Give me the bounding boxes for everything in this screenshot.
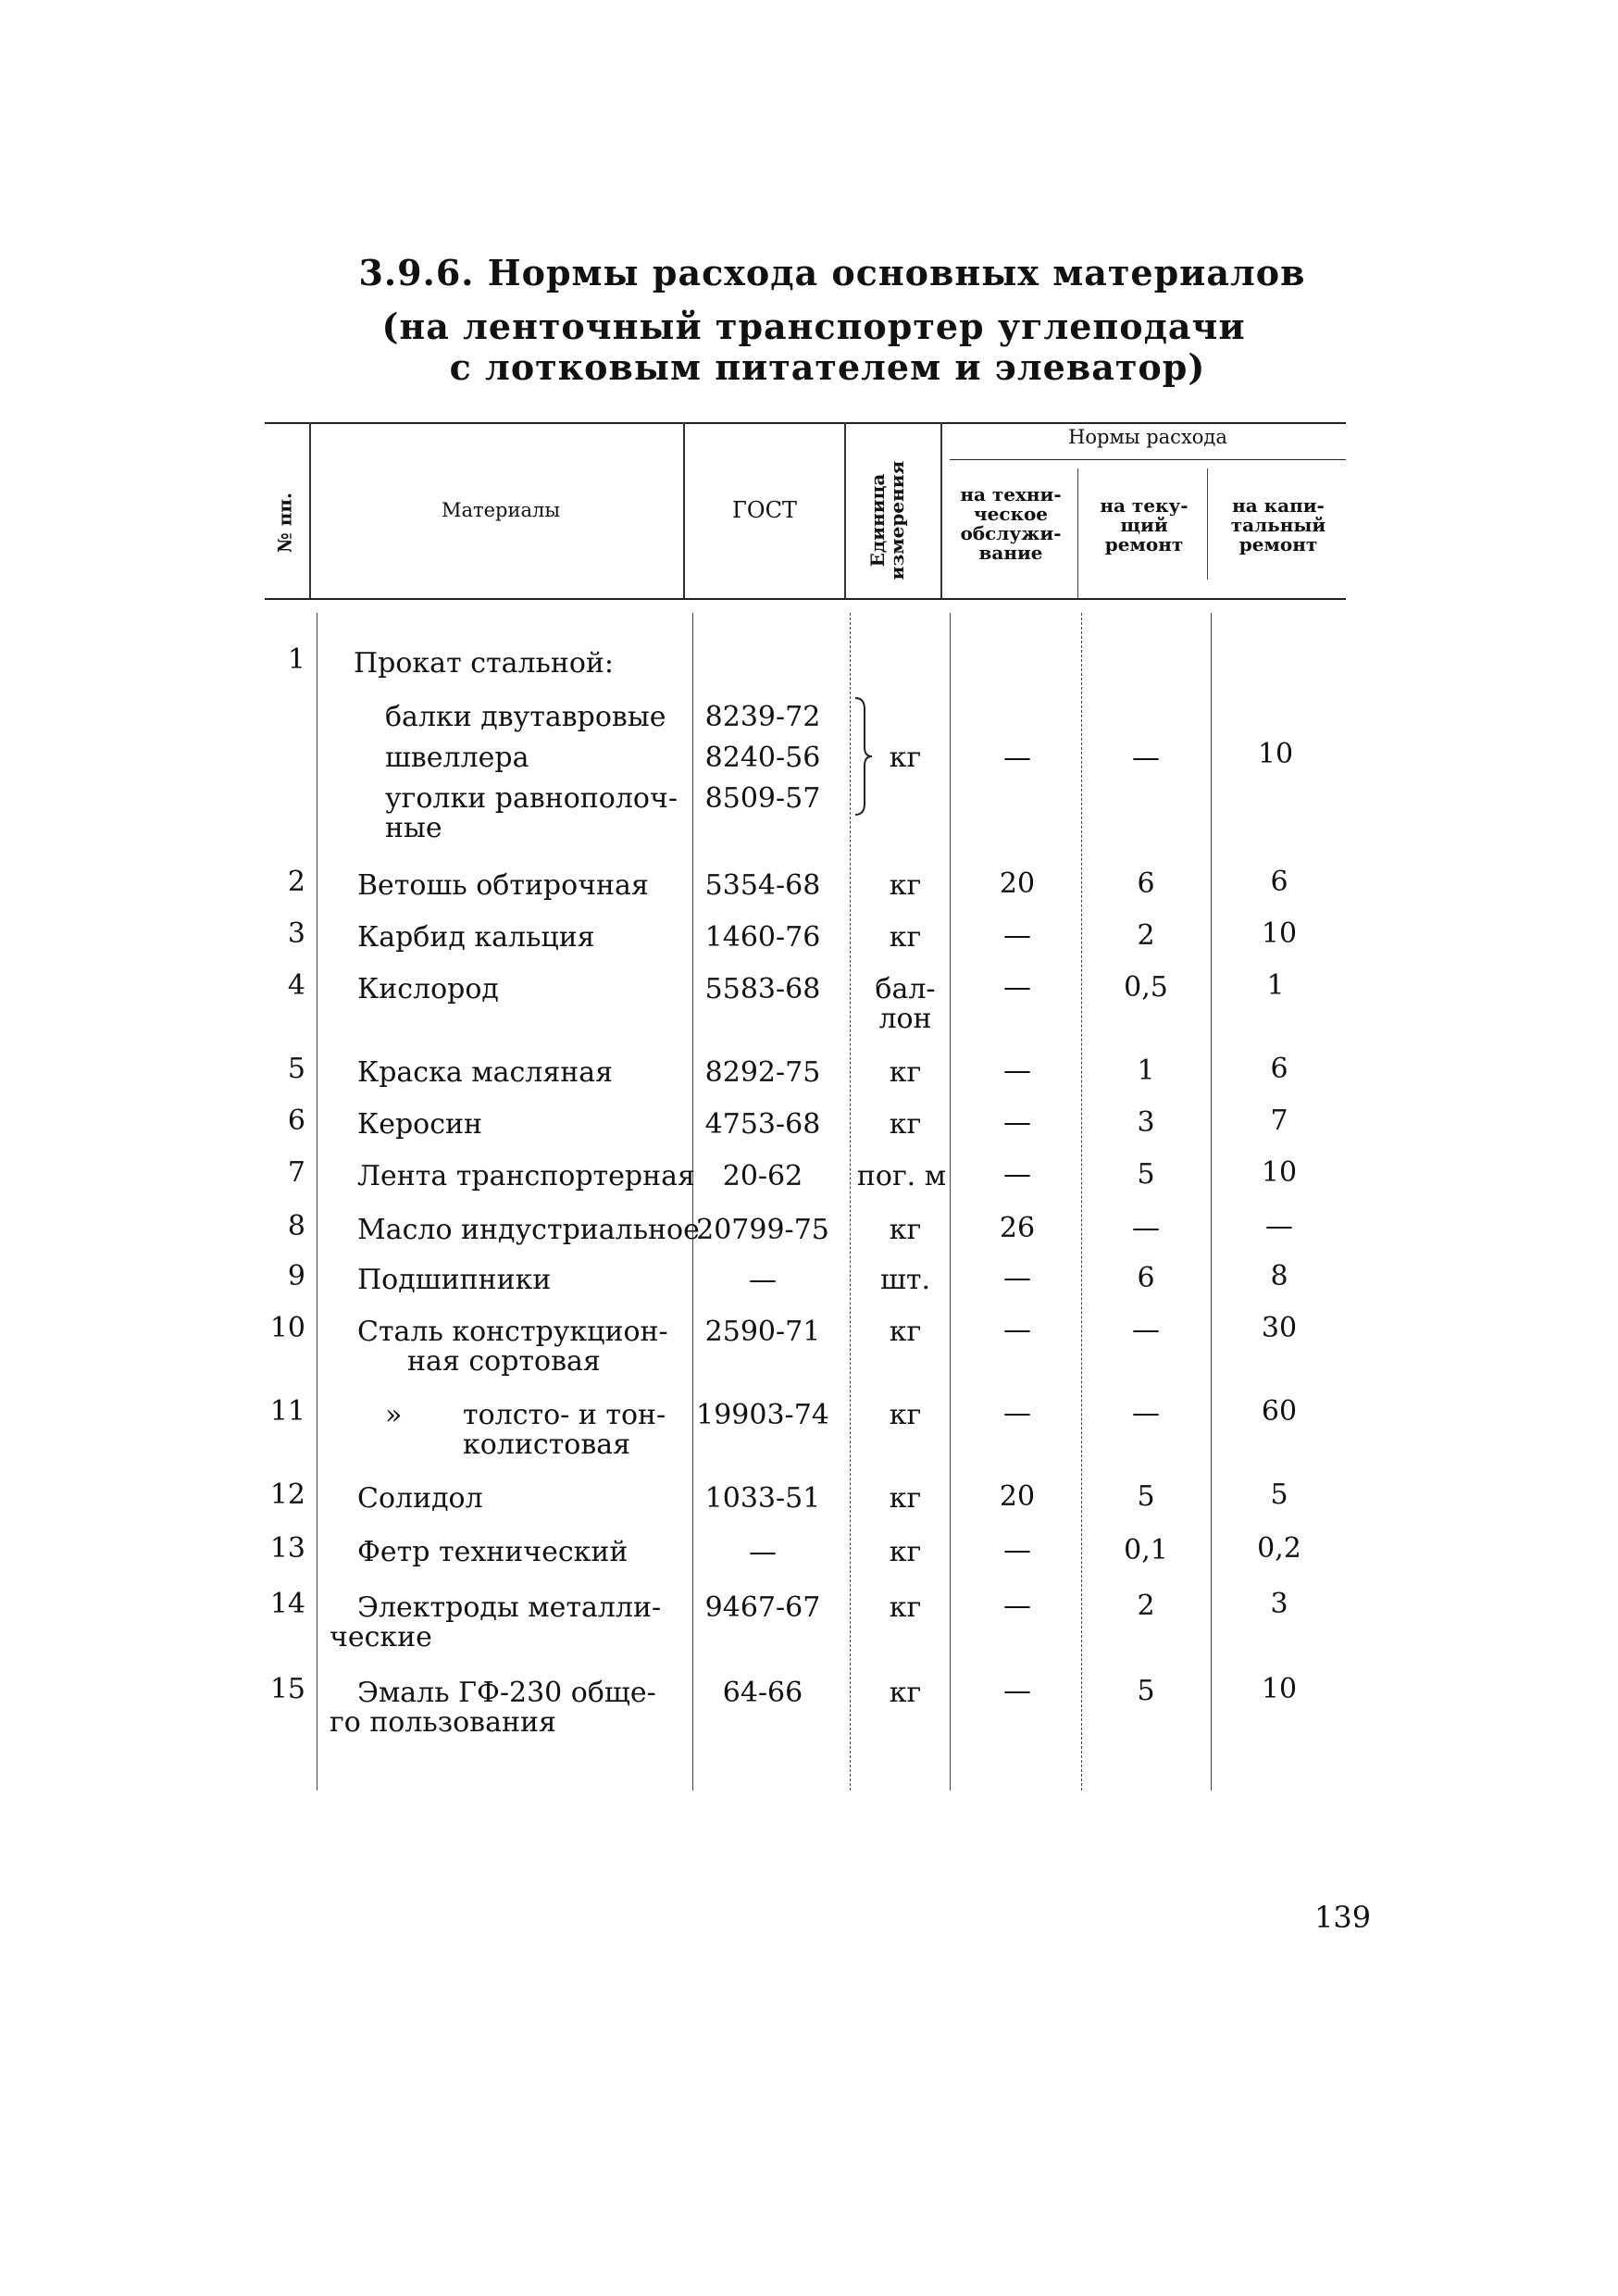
header-maintenance	[944, 485, 1077, 563]
row-material: Прокат стальной:	[354, 647, 615, 680]
row-norm-current: 0,1	[1124, 1534, 1168, 1566]
row-material-continued: колистовая	[463, 1429, 631, 1461]
row-number: 6	[287, 1104, 305, 1137]
row-gost: 8509-57	[704, 782, 821, 815]
row-number: 9	[287, 1260, 305, 1292]
row-norm-current: 1	[1137, 1054, 1155, 1087]
row-norm-current: 0,5	[1124, 971, 1168, 1004]
row-material: Ветошь обтирочная	[357, 869, 649, 902]
header-unit	[868, 460, 909, 580]
section-subtitle-line-1: (на ленточный транспортер углеподачи	[381, 306, 1246, 347]
row-norm-current: 2	[1137, 919, 1155, 952]
row-material-ditto: »	[385, 1399, 403, 1431]
row-norm-current: —	[1132, 742, 1160, 774]
row-norm-maintenance: —	[1003, 1314, 1031, 1346]
row-number: 4	[287, 969, 305, 1002]
header-current-repair-line: щий	[1120, 514, 1168, 536]
row-norm-maintenance: —	[1003, 742, 1031, 774]
row-material: Солидол	[357, 1482, 483, 1515]
row-gost: 8239-72	[704, 701, 821, 733]
row-norm-capital: 10	[1261, 1156, 1298, 1189]
row-material: Карбид кальция	[357, 921, 595, 954]
row-norm-maintenance: —	[1003, 1158, 1031, 1191]
row-norm-maintenance: —	[1003, 1054, 1031, 1087]
row-norm-current: —	[1132, 1397, 1160, 1429]
row-unit: кг	[889, 1108, 922, 1141]
row-material-continued: го пользования	[330, 1706, 556, 1739]
row-number: 2	[287, 866, 305, 898]
row-material: Керосин	[357, 1108, 483, 1141]
row-gost: —	[749, 1264, 777, 1296]
row-norm-current: 5	[1137, 1675, 1155, 1707]
row-unit: кг	[889, 1482, 922, 1515]
row-material-continued: ческие	[330, 1621, 432, 1653]
row-unit: шт.	[879, 1264, 931, 1296]
row-submaterial: уголки равнополоч-	[385, 782, 678, 815]
row-norm-current: 3	[1137, 1106, 1155, 1139]
row-norm-capital: 10	[1261, 1673, 1298, 1705]
row-gost: 1033-51	[704, 1482, 821, 1515]
row-norm-capital: 7	[1270, 1104, 1288, 1137]
row-number: 15	[269, 1673, 305, 1705]
col-divider-header-3	[844, 422, 846, 598]
header-current-repair	[1081, 496, 1207, 555]
row-number: 10	[269, 1312, 305, 1344]
row-unit: кг	[889, 1399, 922, 1431]
row-norm-capital: 5	[1270, 1479, 1288, 1511]
row-gost: 4753-68	[704, 1108, 821, 1141]
col-divider-header-5	[1077, 468, 1078, 598]
row-gost: 64-66	[722, 1677, 803, 1709]
page-number: 139	[1314, 1900, 1372, 1935]
row-number: 14	[269, 1588, 305, 1620]
row-material: Масло индустриальное	[357, 1214, 700, 1246]
row-material: толсто- и тон-	[463, 1399, 666, 1431]
row-unit-continued: лон	[878, 1003, 932, 1035]
header-maintenance-line: ческое	[973, 503, 1049, 525]
row-norm-maintenance: —	[1003, 1397, 1031, 1429]
row-norm-maintenance: 26	[999, 1212, 1036, 1244]
header-gost: ГОСТ	[732, 497, 797, 523]
row-number: 3	[287, 917, 305, 950]
row-norm-capital: 10	[1261, 917, 1298, 950]
header-maintenance-line: обслужи-	[960, 522, 1062, 544]
row-unit: кг	[889, 921, 922, 954]
row-norm-maintenance: —	[1003, 1534, 1031, 1566]
row-gost: 5583-68	[704, 973, 821, 1005]
row-norm-capital: 0,2	[1257, 1532, 1301, 1565]
row-gost: 8240-56	[704, 742, 821, 774]
row-submaterial-continued: ные	[385, 812, 442, 844]
header-maintenance-line: вание	[978, 542, 1043, 564]
row-norm-maintenance: —	[1003, 919, 1031, 952]
norms-group-rule	[950, 459, 1346, 460]
row-norm-current: 6	[1137, 1262, 1155, 1294]
header-unit-text: Единица измерения	[866, 460, 908, 580]
row-unit: кг	[889, 1591, 922, 1624]
row-norm-current: —	[1132, 1314, 1160, 1346]
col-divider-body-3	[850, 613, 851, 1791]
row-material: Подшипники	[357, 1264, 552, 1296]
row-gost: 9467-67	[704, 1591, 821, 1624]
section-title: 3.9.6. Нормы расхода основных материалов	[358, 252, 1306, 293]
row-norm-capital: —	[1265, 1210, 1293, 1242]
row-norm-maintenance: —	[1003, 1106, 1031, 1139]
row-number: 13	[269, 1532, 305, 1565]
row-material: Электроды металли-	[357, 1591, 662, 1624]
row-norm-current: 5	[1137, 1158, 1155, 1191]
row-norm-current: 6	[1137, 867, 1155, 900]
row-unit: кг	[889, 1316, 922, 1348]
header-current-repair-line: ремонт	[1104, 533, 1184, 555]
header-maintenance-line: на техни-	[960, 483, 1062, 505]
row-gost: 20-62	[722, 1160, 803, 1192]
row-unit: кг	[889, 869, 922, 902]
row-gost: 1460-76	[704, 921, 821, 954]
row-submaterial: швеллера	[385, 742, 529, 774]
row-norm-current: 5	[1137, 1480, 1155, 1513]
row-norm-maintenance: —	[1003, 971, 1031, 1004]
header-capital-repair-line: тальный	[1230, 514, 1326, 536]
row-gost: 20799-75	[696, 1214, 829, 1246]
col-divider-header-6	[1207, 468, 1208, 580]
col-divider-header-2	[683, 422, 685, 598]
row-norm-current: 2	[1137, 1590, 1155, 1622]
row-norm-capital: 30	[1261, 1312, 1298, 1344]
row-norm-maintenance: 20	[999, 867, 1036, 900]
row-norm-capital: 6	[1270, 1053, 1288, 1085]
header-current-repair-line: на теку-	[1100, 494, 1189, 517]
row-norm-maintenance: —	[1003, 1262, 1031, 1294]
row-material: Лента транспортерная	[357, 1160, 695, 1192]
row-norm-capital: 6	[1270, 866, 1288, 898]
row-unit: пог. м	[856, 1160, 947, 1192]
row-norm-capital: 1	[1266, 969, 1285, 1002]
row-norm-capital: 3	[1270, 1588, 1288, 1620]
row-unit: кг	[889, 742, 922, 774]
row-material: Сталь конструкцион-	[357, 1316, 668, 1348]
row-norm-current: —	[1132, 1212, 1160, 1244]
table-top-rule	[265, 422, 1346, 424]
header-capital-repair	[1211, 496, 1346, 555]
col-divider-header-4	[940, 422, 942, 598]
row-unit: кг	[889, 1677, 922, 1709]
row-number: 11	[269, 1395, 305, 1428]
row-number: 1	[287, 643, 305, 676]
row-number: 12	[269, 1479, 305, 1511]
row-norm-maintenance: —	[1003, 1590, 1031, 1622]
row-norm-maintenance: 20	[999, 1480, 1036, 1513]
header-number: № пп.	[273, 493, 296, 553]
row-material: Краска масляная	[357, 1056, 614, 1089]
section-subtitle-line-2: с лотковым питателем и элеватор)	[449, 346, 1206, 388]
row-material-continued: ная сортовая	[407, 1345, 601, 1378]
row-gost: 5354-68	[704, 869, 821, 902]
header-bottom-rule	[265, 598, 1346, 600]
row-norm-capital: 8	[1270, 1260, 1288, 1292]
materials-norms-table	[265, 422, 1346, 1792]
row-norm-capital: 60	[1261, 1395, 1298, 1428]
row-unit: бал-	[875, 973, 936, 1005]
row-unit: кг	[889, 1214, 922, 1246]
row-gost: 8292-75	[704, 1056, 821, 1089]
row-unit: кг	[889, 1056, 922, 1089]
row-material: Фетр технический	[357, 1536, 629, 1568]
row-number: 5	[287, 1053, 305, 1085]
header-capital-repair-line: на капи-	[1232, 494, 1325, 517]
header-materials: Материалы	[441, 499, 561, 521]
row-gost: —	[749, 1536, 777, 1568]
row-number: 8	[287, 1210, 305, 1242]
row-number: 7	[287, 1156, 305, 1189]
header-capital-repair-line: ремонт	[1238, 533, 1318, 555]
row-submaterial: балки двутавровые	[385, 701, 666, 733]
row-gost: 2590-71	[704, 1316, 821, 1348]
row-unit: кг	[889, 1536, 922, 1568]
row-norm-capital: 10	[1257, 738, 1294, 770]
row-norm-maintenance: —	[1003, 1675, 1031, 1707]
col-divider-body-6	[1211, 613, 1212, 1791]
row-material: Кислород	[357, 973, 499, 1005]
col-divider-header-1	[309, 422, 311, 598]
row-gost: 19903-74	[696, 1399, 829, 1431]
header-norms-group: Нормы расхода	[1068, 426, 1227, 448]
row-material: Эмаль ГФ-230 обще-	[357, 1677, 656, 1709]
